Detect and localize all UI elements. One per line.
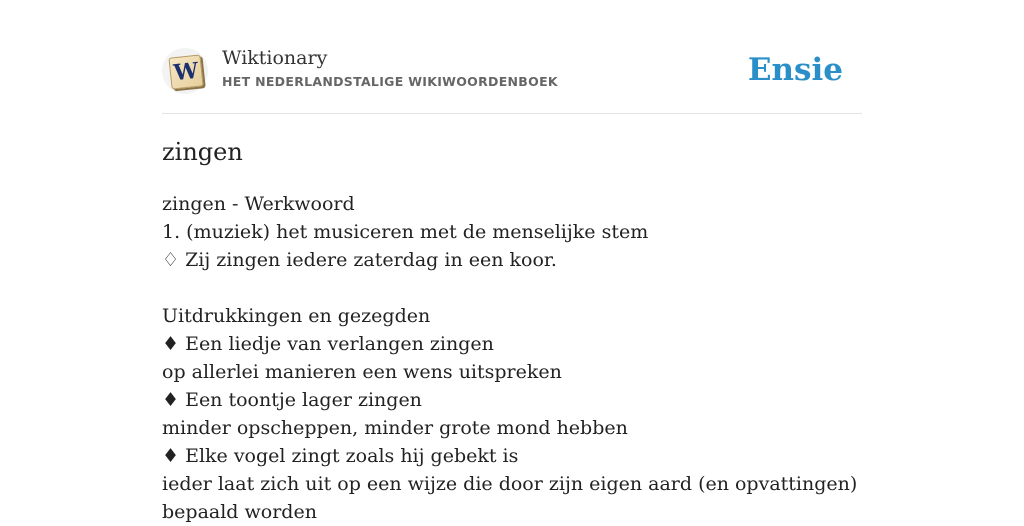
header-divider xyxy=(162,113,862,114)
logo-letter: W xyxy=(172,57,200,87)
site-title[interactable]: Wiktionary xyxy=(222,47,328,69)
definition-line-expression-meaning: op allerlei manieren een wens uitspreken xyxy=(162,361,562,383)
entry-definition xyxy=(162,190,862,526)
definition-line-expressions-heading: Uitdrukkingen en gezegden xyxy=(162,305,431,327)
entry-title: zingen xyxy=(162,138,243,166)
site-subtitle: HET NEDERLANDSTALIGE WIKIWOORDENBOEK xyxy=(222,74,558,89)
ensie-brand-logo[interactable]: Ensie xyxy=(747,52,843,88)
definition-line-expression-meaning: minder opscheppen, minder grote mond hebben xyxy=(162,417,628,439)
page xyxy=(162,0,862,523)
definition-line-blank xyxy=(162,274,862,302)
definition-line-meaning: 1. (muziek) het musiceren met de menselijke stem xyxy=(162,221,649,243)
logo-tile xyxy=(168,54,203,89)
definition-line-expression: ♦ Elke vogel zingt zoals hij gebekt is xyxy=(162,445,519,467)
site-header xyxy=(162,46,862,96)
definition-line-expression-meaning: ieder laat zich uit op een wijze die door zijn eigen aard (en opvattingen) bepaald worden xyxy=(162,473,858,523)
definition-line-expression: ♦ Een toontje lager zingen xyxy=(162,389,422,411)
definition-line-example: ♢ Zij zingen iedere zaterdag in een koor. xyxy=(162,249,557,271)
definition-line-expression: ♦ Een liedje van verlangen zingen xyxy=(162,333,494,355)
wiktionary-logo-icon[interactable] xyxy=(162,48,208,94)
definition-line-part-of-speech: zingen - Werkwoord xyxy=(162,193,355,215)
